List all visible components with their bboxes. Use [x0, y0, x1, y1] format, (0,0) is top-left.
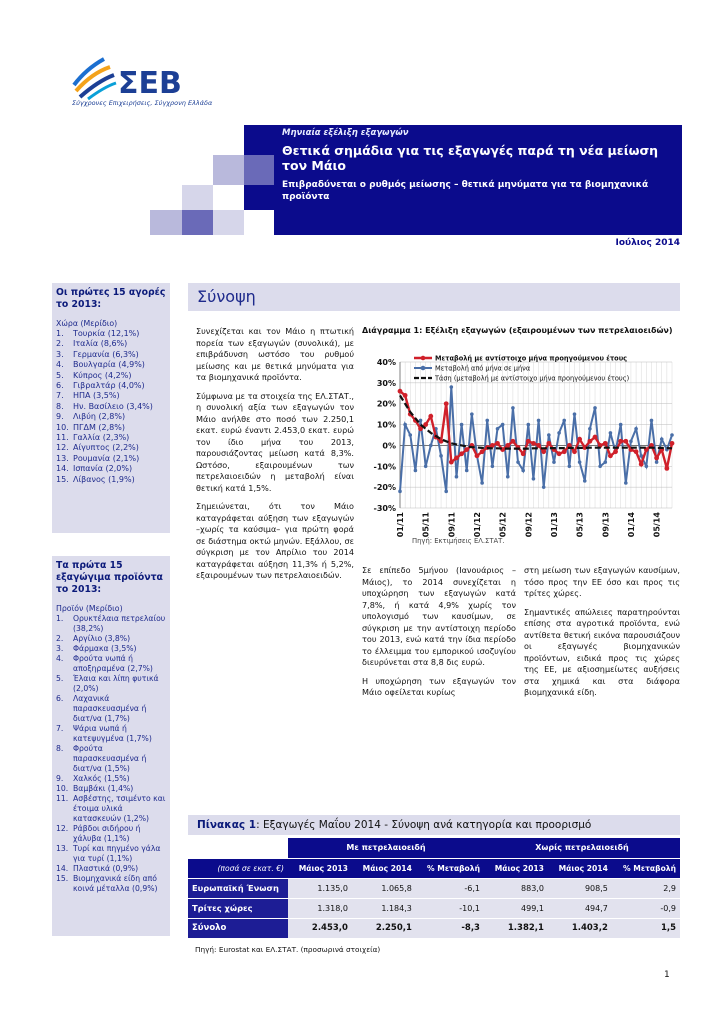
data-point-mom — [557, 431, 561, 435]
list-item-number: 10. — [56, 422, 69, 432]
col-header: Μάιος 2014 — [548, 858, 612, 878]
list-item-text: Τουρκία (12,1%) — [73, 329, 140, 338]
data-point-mom — [398, 490, 402, 494]
data-point-yoy — [475, 453, 480, 458]
list-item-text: Γιβραλτάρ (4,0%) — [73, 381, 145, 391]
list-item — [56, 844, 166, 864]
list-item-number: 4. — [56, 654, 64, 663]
list-item-text: Ιταλία (8,6%) — [73, 339, 128, 349]
data-point-yoy — [526, 439, 531, 444]
cell: 499,1 — [484, 898, 548, 918]
x-tick-label: 01/14 — [626, 512, 636, 538]
list-item-text: Φρούτα νωπά ή αποξηραμένα (2,7%) — [73, 654, 153, 673]
y-tick-label: 40% — [376, 358, 396, 367]
list-item — [56, 381, 166, 391]
data-point-yoy — [639, 462, 644, 467]
top-products-box — [52, 556, 170, 936]
list-item-number: 11. — [56, 433, 69, 443]
list-item-number: 5. — [56, 370, 64, 380]
list-item — [56, 874, 166, 894]
summary-title: Σύνοψη — [197, 287, 256, 306]
data-point-mom — [491, 464, 495, 468]
cell: 2.250,1 — [352, 918, 416, 938]
page-number: 1 — [664, 970, 670, 980]
table-corner — [188, 838, 288, 858]
list-item-number: 14. — [56, 464, 69, 474]
top-products-subtitle: Προϊόν (Μερίδιο) — [56, 604, 123, 613]
data-point-yoy — [480, 449, 485, 454]
data-point-yoy — [439, 439, 444, 444]
top-markets-subtitle: Χώρα (Μερίδιο) — [56, 319, 118, 328]
data-point-mom — [562, 419, 566, 423]
list-item-text: Γαλλία (2,3%) — [73, 433, 130, 443]
data-point-mom — [552, 460, 556, 464]
data-point-yoy — [464, 447, 469, 452]
data-point-mom — [470, 412, 474, 416]
data-point-yoy — [664, 466, 669, 471]
list-item-text: Βιομηχανικά είδη από κοινά μέταλλα (0,9%) — [73, 874, 158, 893]
row-label: Ευρωπαϊκή Ένωση — [188, 878, 288, 898]
list-item-number: 1. — [56, 614, 64, 623]
list-item — [56, 694, 166, 724]
data-point-yoy — [634, 449, 639, 454]
cell: 494,7 — [548, 898, 612, 918]
list-item-text: Αργίλιο (3,8%) — [73, 634, 131, 643]
list-item-number: 9. — [56, 412, 64, 422]
row-label: Σύνολο — [188, 918, 288, 938]
cell: 1.184,3 — [352, 898, 416, 918]
list-item-text: Φάρμακα (3,5%) — [73, 644, 137, 653]
list-item-text: Βαμβάκι (1,4%) — [73, 784, 134, 793]
list-item-number: 12. — [56, 443, 69, 453]
data-point-yoy — [521, 451, 526, 456]
x-tick-label: 01/13 — [549, 512, 559, 538]
data-point-yoy — [449, 460, 454, 465]
list-item — [56, 412, 166, 422]
data-point-mom — [593, 406, 597, 410]
data-point-mom — [542, 485, 546, 489]
data-point-mom — [532, 477, 536, 481]
data-point-yoy — [593, 435, 598, 440]
data-point-mom — [568, 464, 572, 468]
list-item-number: 12. — [56, 824, 69, 833]
banner-subtitle: Επιβραδύνεται ο ρυθμός μείωσης – θετικά μηνύματα για τα βιομηχανικά προϊόντα — [282, 180, 649, 202]
list-item-text: Ορυκτέλαια πετρελαίου (38,2%) — [73, 614, 166, 633]
data-point-mom — [414, 469, 418, 473]
data-point-yoy — [444, 401, 449, 406]
table-column-header — [188, 858, 680, 878]
cell: 1.065,8 — [352, 878, 416, 898]
legend-label: Μεταβολή με αντίστοιχο μήνα προηγούμενου έτους — [435, 354, 628, 363]
data-point-yoy — [623, 439, 628, 444]
x-tick-label: 09/11 — [447, 512, 457, 538]
data-point-yoy — [403, 393, 408, 398]
cell: 2,9 — [612, 878, 680, 898]
cell: 1.135,0 — [288, 878, 352, 898]
data-point-mom — [516, 460, 520, 464]
list-item-number: 7. — [56, 724, 64, 733]
data-point-mom — [609, 431, 613, 435]
y-tick-label: -10% — [373, 462, 396, 472]
x-tick-label: 09/12 — [524, 512, 534, 538]
x-tick-label: 05/12 — [498, 512, 508, 538]
list-item — [56, 654, 166, 674]
x-tick-label: 05/11 — [421, 512, 431, 538]
list-item-text: Λίβανος (1,9%) — [73, 474, 135, 484]
list-item — [56, 744, 166, 774]
group-with-oil: Με πετρελαιοειδή — [288, 838, 484, 858]
data-point-yoy — [572, 449, 577, 454]
y-tick-label: 0% — [382, 441, 396, 451]
y-tick-label: -30% — [373, 504, 396, 513]
cell: -8,3 — [416, 918, 484, 938]
decor-square — [182, 210, 213, 235]
list-item — [56, 350, 166, 360]
list-item — [56, 443, 166, 453]
paragraph: Σημαντικές απώλειες παρατηρούνται επίσης στα αγροτικά προϊόντα, ενώ αντίθετα θετική εικόνα παρουσιάζουν οι εξαγωγές βιομηχανικών προϊόντων, ειδικά προς τις χώρες της ΕΕ, με αξιοσημείωτες αυξήσεις στα χημικά και στα διάφορα βιομηχανικά είδη. — [524, 606, 680, 697]
list-item-number: 7. — [56, 391, 64, 401]
data-point-mom — [521, 469, 525, 473]
data-point-yoy — [536, 443, 541, 448]
cell: 2.453,0 — [288, 918, 352, 938]
data-point-yoy — [613, 449, 618, 454]
list-item-number: 13. — [56, 453, 69, 463]
data-point-mom — [465, 469, 469, 473]
data-point-mom — [603, 460, 607, 464]
x-tick-label: 01/11 — [396, 512, 405, 538]
cell: 1.403,2 — [548, 918, 612, 938]
cell: 1,5 — [612, 918, 680, 938]
cell: 1.318,0 — [288, 898, 352, 918]
top-markets-title: Οι πρώτες 15 αγορές το 2013: — [56, 287, 166, 310]
data-point-mom — [660, 437, 664, 441]
data-point-mom — [583, 479, 587, 483]
data-point-yoy — [654, 456, 659, 461]
data-point-mom — [511, 406, 515, 410]
data-point-mom — [655, 460, 659, 464]
list-item-number: 11. — [56, 794, 69, 803]
list-item-text: Ισπανία (2,0%) — [73, 464, 133, 474]
data-point-yoy — [557, 451, 562, 456]
top-products-title: Τα πρώτα 15 εξαγώγιμα προϊόντα το 2013: — [56, 560, 163, 595]
list-item — [56, 329, 166, 339]
top-markets-list — [56, 329, 166, 485]
top-markets-box — [52, 283, 170, 533]
list-item — [56, 774, 166, 784]
list-item — [56, 824, 166, 844]
paragraph: Σύμφωνα με τα στοιχεία της ΕΛ.ΣΤΑΤ., η συνολική αξία των εξαγωγών τον Μάιο ανήλθε στο ποσό των 2.250,1 εκατ. ευρώ έναντι 2.453,0 εκατ. ευρώ τον ίδιο μήνα του 2013, παρουσιάζοντας μείωση κατά 8,3%. Ωστόσο, εξαιρουμένων των πετρελαιοειδών η μεταβολή είναι θετική κατά 1,5%. — [196, 390, 354, 493]
data-point-mom — [634, 427, 638, 431]
col-header: Μάιος 2014 — [352, 858, 416, 878]
x-tick-label: 01/12 — [472, 512, 482, 538]
list-item-number: 13. — [56, 844, 69, 853]
summary-title-bar — [188, 283, 680, 311]
banner-title: Θετικά σημάδια για τις εξαγωγές παρά τη νέα μείωση τον Μάιο — [282, 143, 659, 173]
list-item-number: 3. — [56, 349, 64, 359]
table-title — [197, 819, 591, 831]
data-point-mom — [429, 444, 433, 448]
data-point-mom — [485, 419, 489, 423]
list-item — [56, 371, 166, 381]
list-item-text: Λαχανικά παρασκευασμένα ή διατ/να (1,7%) — [73, 694, 147, 723]
list-item-text: Βουλγαρία (4,9%) — [73, 360, 145, 370]
data-point-yoy — [511, 439, 516, 444]
data-point-mom — [578, 460, 582, 464]
list-item-text: Κύπρος (4,2%) — [73, 370, 132, 380]
decor-square — [244, 185, 274, 210]
list-item-text: Λιβύη (2,8%) — [73, 412, 126, 422]
group-without-oil: Χωρίς πετρελαιοειδή — [484, 838, 680, 858]
list-item-number: 15. — [56, 874, 69, 883]
summary-column-1 — [196, 326, 354, 589]
data-point-mom — [645, 464, 649, 468]
list-item — [56, 423, 166, 433]
list-item-text: Έλαια και λίπη φυτικά (2,0%) — [73, 674, 159, 693]
list-item-text: ΗΠΑ (3,5%) — [73, 391, 120, 401]
logo-text: ΣΕΒ — [118, 66, 182, 101]
list-item-number: 3. — [56, 644, 64, 653]
list-item-number: 4. — [56, 360, 64, 370]
col-header: Μάιος 2013 — [288, 858, 352, 878]
data-point-yoy — [546, 441, 551, 446]
legend-marker — [421, 356, 426, 361]
list-item — [56, 724, 166, 744]
cell: 883,0 — [484, 878, 548, 898]
data-point-yoy — [495, 441, 500, 446]
y-tick-label: 30% — [376, 378, 396, 388]
decor-square — [244, 155, 274, 185]
data-point-mom — [501, 423, 505, 427]
y-tick-label: 20% — [376, 399, 396, 409]
data-point-mom — [598, 464, 602, 468]
cell: -0,9 — [612, 898, 680, 918]
decor-square — [244, 125, 274, 155]
data-point-mom — [670, 433, 674, 437]
row-label: Τρίτες χώρες — [188, 898, 288, 918]
list-item — [56, 433, 166, 443]
list-item — [56, 794, 166, 824]
col-header: % Μεταβολή — [416, 858, 484, 878]
issue-date: Ιούλιος 2014 — [615, 238, 680, 248]
paragraph: στη μείωση των εξαγωγών καυσίμων, τόσο προς την ΕΕ όσο και προς τις τρίτες χώρες. — [524, 565, 680, 598]
cell: 908,5 — [548, 878, 612, 898]
data-point-yoy — [531, 441, 536, 446]
table-title-text: : Εξαγωγές Μαΐου 2014 - Σύνοψη ανά κατηγορία και προορισμό — [256, 819, 592, 831]
data-point-yoy — [608, 453, 613, 458]
list-item — [56, 614, 166, 634]
list-item-text: Ρουμανία (2,1%) — [73, 453, 140, 463]
data-point-yoy — [505, 443, 510, 448]
list-item — [56, 784, 166, 794]
list-item-number: 2. — [56, 339, 64, 349]
decor-square — [182, 185, 213, 210]
data-point-mom — [460, 423, 464, 427]
list-item-text: Ην. Βασίλειο (3,4%) — [73, 401, 153, 411]
col-header: Μάιος 2013 — [484, 858, 548, 878]
list-item-text: Αίγυπτος (2,2%) — [73, 443, 139, 453]
list-item — [56, 634, 166, 644]
list-item-number: 6. — [56, 694, 64, 703]
data-point-mom — [450, 385, 454, 389]
list-item-number: 6. — [56, 381, 64, 391]
y-tick-label: -20% — [373, 483, 396, 493]
list-item-number: 14. — [56, 864, 69, 873]
summary-column-2 — [362, 565, 516, 706]
data-point-mom — [403, 423, 407, 427]
chart-caption: Διάγραμμα 1: Εξέλιξη εξαγωγών (εξαιρουμένων των πετρελαιοειδών) — [362, 326, 673, 335]
banner-kicker: Μηνιαία εξέλιξη εξαγωγών — [282, 128, 409, 138]
data-point-mom — [480, 481, 484, 485]
data-point-yoy — [618, 439, 623, 444]
chart-source: Πηγή: Εκτιμήσεις ΕΛ.ΣΤΑΤ. — [412, 537, 505, 545]
data-point-mom — [573, 412, 577, 416]
legend-label: Τάση (μεταβολή με αντίστοιχο μήνα προηγούμενου έτους) — [435, 374, 630, 383]
data-point-yoy — [490, 443, 495, 448]
data-point-mom — [619, 423, 623, 427]
col-header: % Μεταβολή — [612, 858, 680, 878]
list-item-number: 8. — [56, 744, 64, 753]
data-point-mom — [444, 490, 448, 494]
data-point-mom — [629, 439, 633, 443]
data-point-mom — [537, 419, 541, 423]
list-item-text: Γερμανία (6,3%) — [73, 349, 139, 359]
summary-column-3 — [524, 565, 680, 706]
data-point-yoy — [577, 437, 582, 442]
list-item — [56, 391, 166, 401]
paragraph: Η υποχώρηση των εξαγωγών τον Μάιο οφείλεται κυρίως — [362, 675, 516, 697]
list-item-number: 5. — [56, 674, 64, 683]
y-tick-label: 10% — [376, 420, 396, 430]
cell: 1.382,1 — [484, 918, 548, 938]
list-item — [56, 674, 166, 694]
data-point-mom — [439, 454, 443, 458]
legend-marker — [421, 366, 426, 371]
data-point-yoy — [670, 441, 675, 446]
decor-square — [213, 155, 244, 185]
data-point-yoy — [398, 389, 403, 394]
data-point-mom — [506, 475, 510, 479]
list-item-text: Ασβέστης, τσιμέντο και έτοιμα υλικά κατασκευών (1,2%) — [73, 794, 166, 823]
list-item-text: Ράβδοι σιδήρου ή χάλυβα (1,1%) — [73, 824, 141, 843]
list-item — [56, 644, 166, 654]
data-point-yoy — [428, 414, 433, 419]
exports-chart — [362, 340, 680, 550]
table-row-total — [188, 918, 680, 938]
cell: -6,1 — [416, 878, 484, 898]
header-banner — [274, 125, 682, 235]
list-item-number: 15. — [56, 474, 69, 484]
table-unit: (ποσά σε εκατ. €) — [188, 858, 288, 878]
data-point-mom — [624, 481, 628, 485]
list-item — [56, 464, 166, 474]
x-tick-label: 05/13 — [575, 512, 585, 538]
x-tick-label: 05/14 — [652, 512, 662, 538]
legend-label: Μεταβολή από μήνα σε μήνα — [435, 364, 531, 373]
data-point-yoy — [459, 451, 464, 456]
paragraph: Συνεχίζεται και τον Μάιο η πτωτική πορεία των εξαγωγών (συνολικά), με επιβράδυνση ωστόσο του ρυθμού μείωσης και με θετικά μηνύματα για τα βιομηχανικά προϊόντα. — [196, 326, 354, 382]
table-source: Πηγή: Eurostat και ΕΛ.ΣΤΑΤ. (προσωρινά στοιχεία) — [195, 945, 381, 954]
data-point-mom — [588, 427, 592, 431]
data-point-mom — [650, 419, 654, 423]
table-group-header — [188, 838, 680, 858]
paragraph: Σημειώνεται, ότι τον Μάιο καταγράφεται αύξηση των εξαγωγών –χωρίς τα καύσιμα– για πρώτη φορά σε διάστημα οκτώ μηνών. Εξάλλου, σε σύγκριση με τον Απρίλιο του 2014 καταγράφεται αύξηση 11,3% ή 5,2%, εξαιρουμένων των πετρελαιοειδών. — [196, 501, 354, 580]
list-item-number: 2. — [56, 634, 64, 643]
list-item-text: Ψάρια νωπά ή κατεψυγμένα (1,7%) — [73, 724, 152, 743]
list-item-text: Χαλκός (1,5%) — [73, 774, 130, 783]
paragraph: Σε επίπεδο 5μήνου (Ιανουάριος – Μάιος), το 2014 συνεχίζεται η υποχώρηση των εξαγωγών κατά 7,8%, ή κατά 4,9% χωρίς τον υπολογισμό των καυσίμων, σε σύγκριση με την αντίστοιχη περίοδο του 2013, ενώ κατά την ίδια περίοδο το έλλειμμα του εμπορικού ισοζυγίου διευρύνεται στα 8,8 δις ευρώ. — [362, 565, 516, 667]
list-item-number: 1. — [56, 329, 64, 338]
data-point-mom — [547, 433, 551, 437]
table-row — [188, 878, 680, 898]
data-point-yoy — [562, 449, 567, 454]
top-products-list — [56, 614, 166, 894]
table-row — [188, 898, 680, 918]
list-item-text: Πλαστικά (0,9%) — [73, 864, 139, 873]
decor-square — [213, 210, 244, 235]
table-title-label: Πίνακας 1 — [197, 819, 257, 831]
list-item-text: Φρούτα παρασκευασμένα ή διατ/να (1,5%) — [73, 744, 147, 773]
cell: -10,1 — [416, 898, 484, 918]
logo-tagline: Σύγχρονες Επιχειρήσεις, Σύγχρονη Ελλάδα — [72, 99, 213, 107]
data-point-yoy — [587, 439, 592, 444]
data-point-mom — [455, 475, 459, 479]
list-item — [56, 475, 166, 485]
list-item-number: 10. — [56, 784, 69, 793]
list-item — [56, 864, 166, 874]
x-tick-label: 09/13 — [601, 512, 611, 538]
data-point-mom — [408, 433, 412, 437]
data-point-mom — [424, 464, 428, 468]
data-point-mom — [527, 423, 531, 427]
list-item-text: Τυρί και πηγμένο γάλα για τυρί (1,1%) — [73, 844, 161, 863]
list-item-number: 8. — [56, 401, 64, 411]
exports-table — [188, 838, 680, 939]
data-point-mom — [496, 427, 500, 431]
data-point-yoy — [541, 449, 546, 454]
data-point-yoy — [603, 441, 608, 446]
list-item — [56, 402, 166, 412]
list-item — [56, 454, 166, 464]
list-item — [56, 360, 166, 370]
list-item — [56, 339, 166, 349]
list-item-text: ΠΓΔΜ (2,8%) — [73, 422, 125, 432]
list-item-number: 9. — [56, 774, 64, 783]
decor-square — [150, 210, 182, 235]
data-point-yoy — [454, 456, 459, 461]
